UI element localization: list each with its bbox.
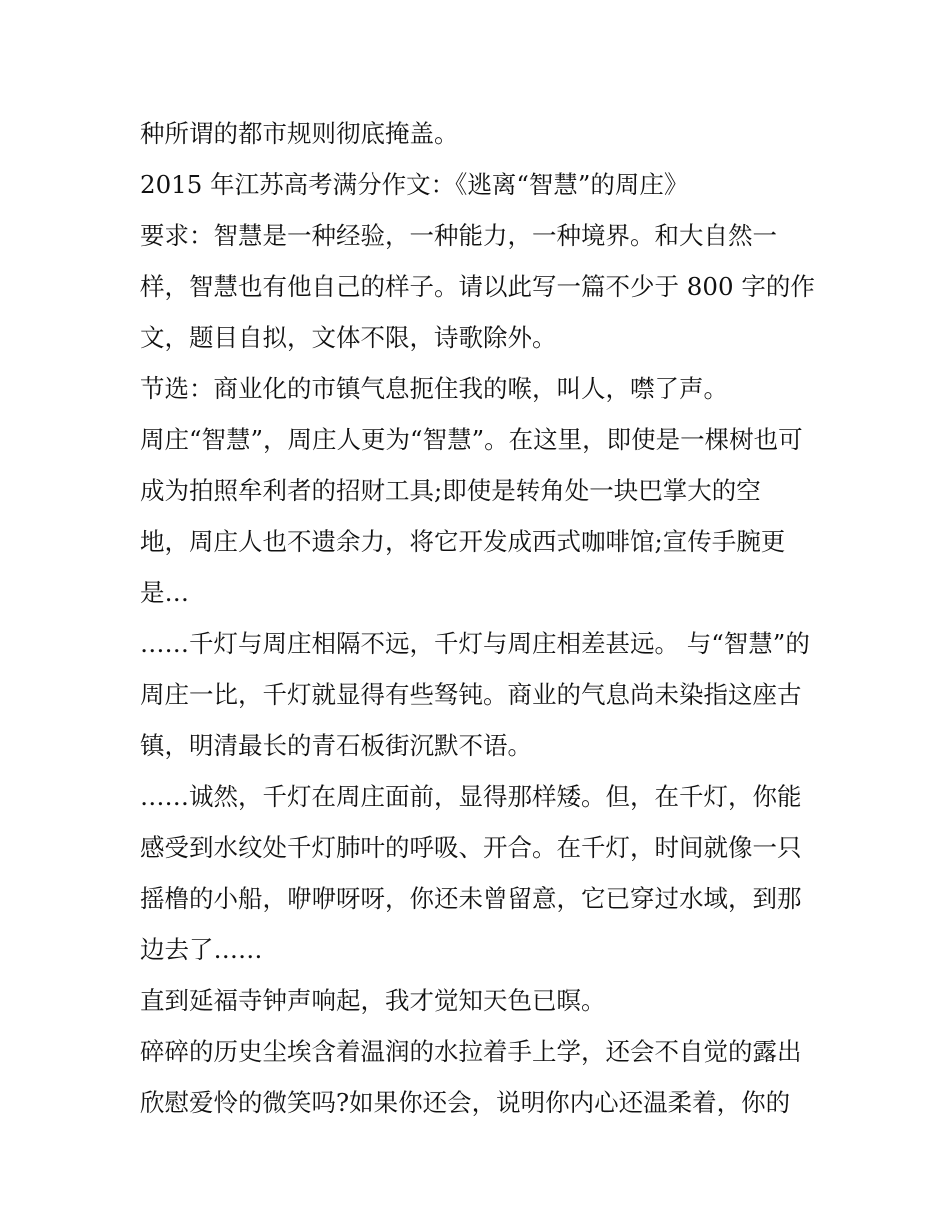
- text-line-3: 要求：智慧是一种经验，一种能力，一种境界。和大自然一: [140, 221, 777, 250]
- text-line-10: 是…: [140, 578, 189, 607]
- text-line-12: 周庄一比，千灯就显得有些驽钝。商业的气息尚未染指这座古: [140, 680, 802, 709]
- text-line-18: 直到延福寺钟声响起，我才觉知天色已暝。: [140, 986, 606, 1015]
- text-line-15: 感受到水纹处千灯肺叶的呼吸、开合。在千灯，时间就像一只: [140, 833, 802, 862]
- text-line-16: 摇橹的小船，咿咿呀呀，你还未曾留意，它已穿过水域，到那: [140, 884, 802, 913]
- text-line-13: 镇，明清最长的青石板街沉默不语。: [140, 731, 532, 760]
- text-line-7: 周庄“智慧”，周庄人更为“智慧”。在这里，即使是一棵树也可: [140, 425, 803, 454]
- text-line-9: 地，周庄人也不遗余力，将它开发成西式咖啡馆;宣传手腕更: [140, 527, 786, 556]
- text-line-6: 节选：商业化的市镇气息扼住我的喉，叫人，噤了声。: [140, 374, 728, 403]
- text-line-5: 文，题目自拟，文体不限，诗歌除外。: [140, 323, 557, 352]
- text-line-19: 碎碎的历史尘埃含着温润的水拉着手上学，还会不自觉的露出: [140, 1037, 802, 1066]
- text-line-14: ……诚然，千灯在周庄面前，显得那样矮。但，在千灯，你能: [140, 782, 802, 811]
- text-line-17: 边去了……: [140, 935, 263, 964]
- text-line-1: 种所谓的都市规则彻底掩盖。: [140, 119, 459, 148]
- text-line-20: 欣慰爱怜的微笑吗?如果你还会，说明你内心还温柔着，你的: [140, 1088, 791, 1117]
- essay-text-block: [140, 108, 830, 1128]
- text-line-2: 2015 年江苏高考满分作文：《逃离“智慧”的周庄》: [140, 170, 689, 199]
- text-line-4: 样，智慧也有他自己的样子。请以此写一篇不少于 800 字的作: [140, 272, 815, 301]
- text-line-8: 成为拍照牟利者的招财工具;即使是转角处一块巴掌大的空: [140, 476, 761, 505]
- text-line-11: ……千灯与周庄相隔不远，千灯与周庄相差甚远。 与“智慧”的: [140, 629, 810, 658]
